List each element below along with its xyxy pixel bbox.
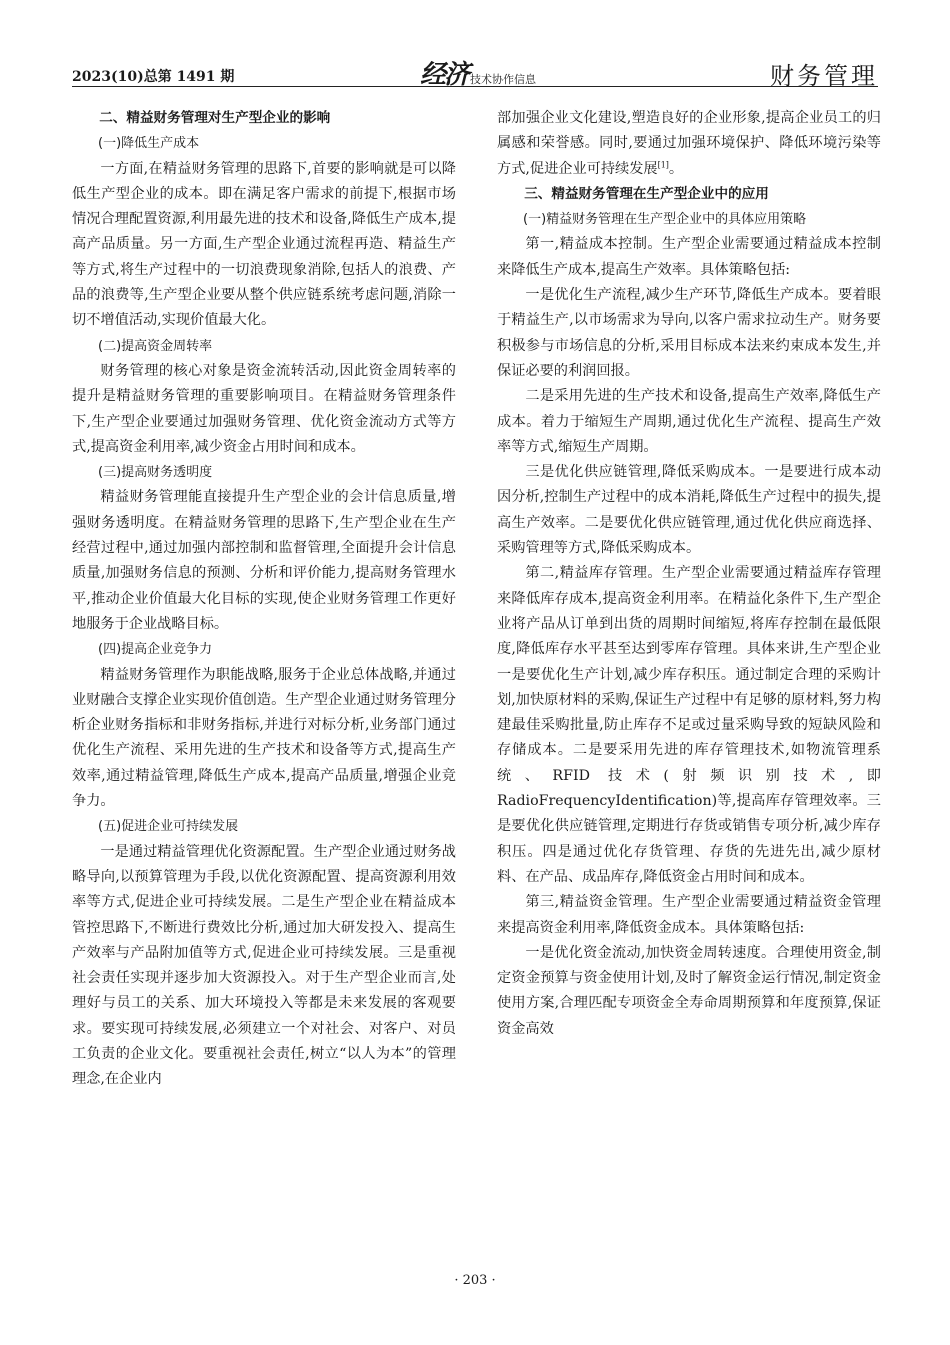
paragraph: 一方面,在精益财务管理的思路下,首要的影响就是可以降低生产型企业的成本。即在满足客户需求的前提下,根据市场情况合理配置资源,利用最先进的技术和设备,降低生产成本,提高产品质量。另一方面,生产型企业通过流程再造、精益生产等方式,将生产过程中的一切浪费现象消除,包括人的浪费、产品的浪费等,生产型企业要从整个供应链系统考虑问题,消除一切不增值活动,实现价值最大化。 [72, 160, 456, 329]
paragraph: 一是优化生产流程,减少生产环节,降低生产成本。要着眼于精益生产,以市场需求为导向,以客户需求拉动生产。财务要积极参与市场信息的分析,采用目标成本法来约束成本发生,并保证必要的利润回报。 [497, 287, 881, 379]
paragraph: 精益财务管理作为职能战略,服务于企业总体战略,并通过业财融合支撑企业实现价值创造。生产型企业通过财务管理分析企业财务指标和非财务指标,并进行对标分析,业务部门通过优化生产流程、采用先进的生产技术和设备等方式,提高生产效率,通过精益管理,降低生产成本,提高产品质量,增强企业竞争力。 [72, 666, 456, 810]
issue-number: 2023(10)总第 1491 期 [72, 69, 235, 85]
citation-ref: [1] [657, 159, 669, 169]
subheading-transparency: (三)提高财务透明度 [98, 465, 213, 481]
paragraph: 第三,精益资金管理。生产型企业需要通过精益资金管理来提高资金利用率,降低资金成本。具体策略包括: [497, 894, 881, 936]
section-heading-3: 三、精益财务管理在生产型企业中的应用 [524, 185, 769, 202]
paragraph-text: 部加强企业文化建设,塑造良好的企业形象,提高企业员工的归属感和荣誉感。同时,要通过加强环境保护、降低环境污染等方式,促进企业可持续发展 [497, 110, 881, 177]
logo-calligraphy: 经济 [420, 60, 469, 90]
logo-subtitle: 技术协作信息 [470, 73, 537, 86]
page-header [72, 50, 878, 90]
subheading-reduce-cost: (一)降低生产成本 [98, 136, 200, 152]
subheading-sustainability: (五)促进企业可持续发展 [98, 819, 239, 835]
paragraph: 第一,精益成本控制。生产型企业需要通过精益成本控制来降低生产成本,提高生产效率。具体策略包括: [497, 236, 881, 278]
paragraph: 二是采用先进的生产技术和设备,提高生产效率,降低生产成本。着力于缩短生产周期,通过优化生产流程、提高生产效率等方式,缩短生产周期。 [497, 388, 881, 455]
section-title: 财务管理 [770, 62, 878, 90]
section-heading-2: 二、精益财务管理对生产型企业的影响 [99, 110, 331, 126]
paragraph-end: 。 [668, 160, 684, 177]
paragraph: 一是优化资金流动,加快资金周转速度。合理使用资金,制定资金预算与资金使用计划,及时了解资金运行情况,制定资金使用方案,合理匹配专项资金全寿命周期预算和年度预算,保证资金高效 [497, 944, 881, 1037]
subheading-capital-turnover: (二)提高资金周转率 [98, 338, 213, 354]
page-number: · 203 · [454, 1273, 496, 1288]
subheading-strategies: (一)精益财务管理在生产型企业中的具体应用策略 [523, 212, 807, 228]
paragraph-continued [497, 106, 881, 182]
paragraph: 财务管理的核心对象是资金流转活动,因此资金周转率的提升是精益财务管理的重要影响项目。在精益财务管理条件下,生产型企业要通过加强财务管理、优化资金流动方式等方式,提高资金利用率,减少资金占用时间和成本。 [72, 362, 456, 455]
right-column [497, 106, 881, 1042]
paragraph: 三是优化供应链管理,降低采购成本。一是要进行成本动因分析,控制生产过程中的成本消耗,降低生产过程中的损失,提高生产效率。二是要优化供应链管理,通过优化供应商选择、采购管理等方式,降低采购成本。 [497, 464, 881, 557]
subheading-competitiveness: (四)提高企业竞争力 [98, 642, 213, 658]
header-rule [72, 86, 878, 87]
paragraph: 精益财务管理能直接提升生产型企业的会计信息质量,增强财务透明度。在精益财务管理的思路下,生产型企业在生产经营过程中,通过加强内部控制和监督管理,全面提升会计信息质量,加强财务信息的预测、分析和评价能力,提高财务管理水平,推动企业价值最大化目标的实现,使企业财务管理工作更好地服务于企业战略目标。 [72, 489, 456, 632]
paragraph: 一是通过精益管理优化资源配置。生产型企业通过财务战略导向,以预算管理为手段,以优化资源配置、提高资源利用效率等方式,促进企业可持续发展。二是生产型企业在精益成本管控思路下,不断进行费效比分析,通过加大研发投入、提高生产效率与产品附加值等方式,促进企业可持续发展。三是重视社会责任实现并逐步加大资源投入。对于生产型企业而言,处理好与员工的关系、加大环境投入等都是未来发展的客观要求。要实现可持续发展,必须建立一个对社会、对客户、对员工负责的企业文化。要重视社会责任,树立“以人为本”的管理理念,在企业内 [72, 843, 456, 1088]
paragraph: 第二,精益库存管理。生产型企业需要通过精益库存管理来降低库存成本,提高资金利用率。在精益化条件下,生产型企业将产品从订单到出货的周期时间缩短,将库存控制在最低限度,降低库存水平甚至达到零库存管理。具体来讲,生产型企业一是要优化生产计划,减少库存积压。通过制定合理的采购计划,加快原材料的采购,保证生产过程中有足够的原材料,努力构建最佳采购批量,防止库存不足或过量采购导致的短缺风险和存储成本。二是要采用先进的库存管理技术,如物流管理系统、RFID 技术(射频识别技术,即 RadioFrequencyIdentification)等,提高库存管理效率。三是要优化供应链管理,定期进行存货或销售专项分析,减少库存积压。四是通过优化存货管理、存货的先进先出,减少原材料、在产品、成品库存,降低资金占用时间和成本。 [497, 565, 881, 885]
left-column [72, 106, 456, 1093]
